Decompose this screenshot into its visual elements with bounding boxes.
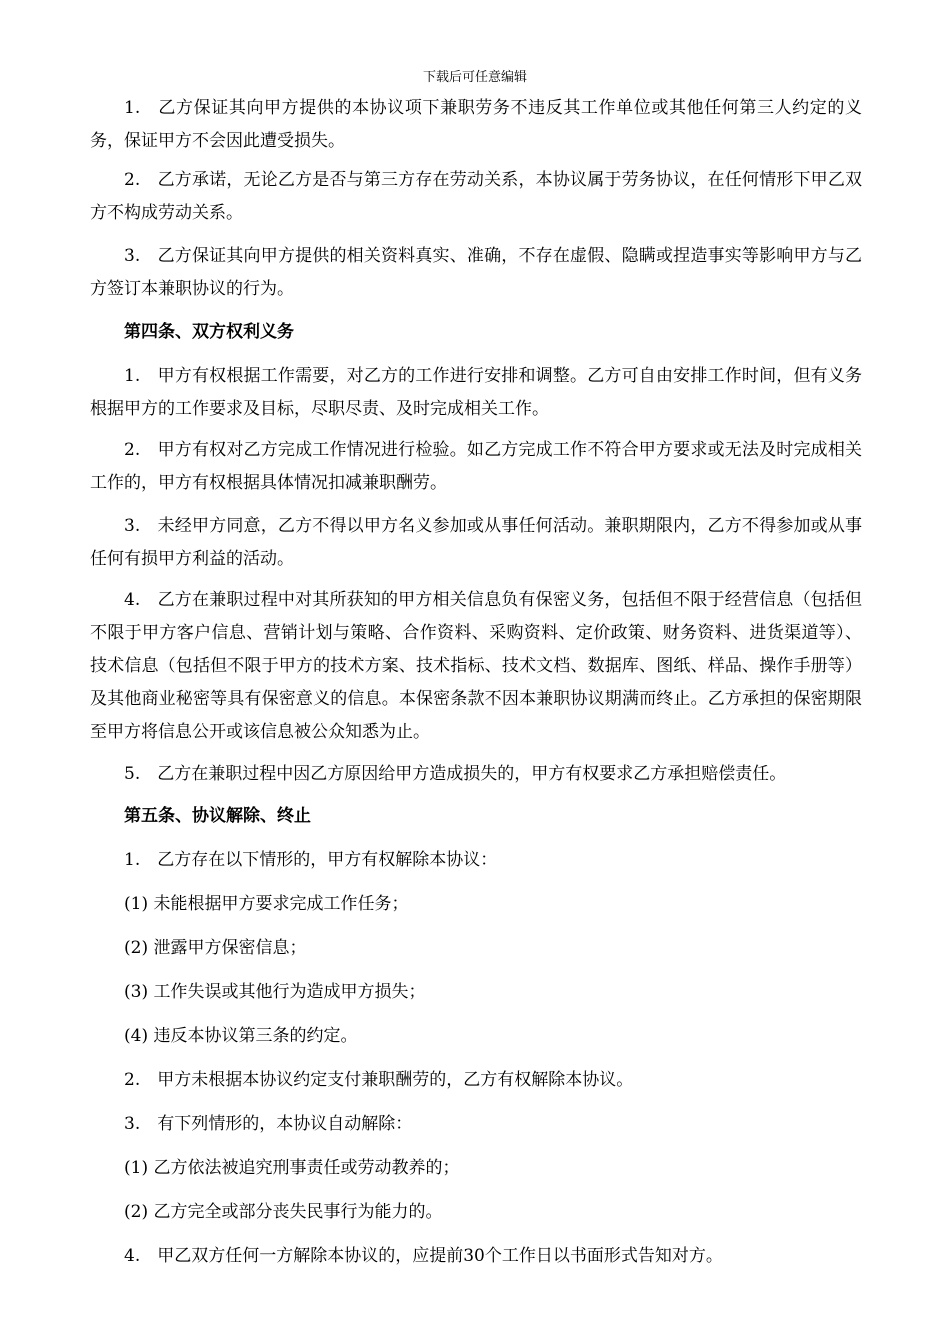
clause-5-item-3-sub-1: (1) 乙方依法被追究刑事责任或劳动教养的； bbox=[124, 1158, 460, 1178]
clause-3-item-1: 1. 乙方保证其向甲方提供的本协议项下兼职劳务不违反其工作单位或其他任何第三人约定的义务，保证甲方不会因此遭受损失。 bbox=[90, 98, 862, 151]
clause-4-item-4: 4. 乙方在兼职过程中对其所获知的甲方相关信息负有保密义务，包括但不限于经营信息（包括但不限于甲方客户信息、营销计划与策略、合作资料、采购资料、定价政策、财务资料、进货渠道等）、技术信息（包括但不限于甲方的技术方案、技术指标、技术文档、数据库、图纸、样品、操作手册等）及其他商业秘密等具有保密意义的信息。本保密条款不因本兼职协议期满而终止。乙方承担的保密期限至甲方将信息公开或该信息被公众知悉为止。 bbox=[90, 590, 862, 742]
clause-5-item-3: 3. 有下列情形的，本协议自动解除： bbox=[124, 1114, 413, 1134]
clause-3-item-3: 3. 乙方保证其向甲方提供的相关资料真实、准确，不存在虚假、隐瞒或捏造事实等影响甲方与乙方签订本兼职协议的行为。 bbox=[90, 246, 862, 299]
clause-5-subitem-3: (3) 工作失误或其他行为造成甲方损失； bbox=[124, 982, 426, 1002]
clause-5-item-4: 4. 甲乙双方任何一方解除本协议的，应提前30个工作日以书面形式告知对方。 bbox=[124, 1246, 723, 1266]
clause-4-item-2: 2. 甲方有权对乙方完成工作情况进行检验。如乙方完成工作不符合甲方要求或无法及时完成相关工作的，甲方有权根据具体情况扣减兼职酬劳。 bbox=[90, 440, 862, 493]
clause-5-subitem-2: (2) 泄露甲方保密信息； bbox=[124, 938, 307, 958]
clause-4-item-3: 3. 未经甲方同意，乙方不得以甲方名义参加或从事任何活动。兼职期限内，乙方不得参加或从事任何有损甲方利益的活动。 bbox=[90, 516, 862, 569]
clause-5-subitem-4: (4) 违反本协议第三条的约定。 bbox=[124, 1026, 358, 1046]
clause-5-item-3-sub-2: (2) 乙方完全或部分丧失民事行为能力的。 bbox=[124, 1202, 443, 1222]
clause-5-item-1: 1. 乙方存在以下情形的，甲方有权解除本协议： bbox=[124, 850, 498, 870]
section-heading-4: 第四条、双方权利义务 bbox=[124, 322, 294, 342]
page-header: 下载后可任意编辑 bbox=[422, 70, 527, 85]
clause-4-item-1: 1. 甲方有权根据工作需要，对乙方的工作进行安排和调整。乙方可自由安排工作时间，但有义务根据甲方的工作要求及目标，尽职尽责、及时完成相关工作。 bbox=[90, 366, 862, 419]
clause-3-item-2: 2. 乙方承诺，无论乙方是否与第三方存在劳动关系，本协议属于劳务协议，在任何情形下甲乙双方不构成劳动关系。 bbox=[90, 170, 862, 223]
section-heading-5: 第五条、协议解除、终止 bbox=[124, 806, 311, 826]
clause-5-subitem-1: (1) 未能根据甲方要求完成工作任务； bbox=[124, 894, 409, 914]
clause-4-item-5: 5. 乙方在兼职过程中因乙方原因给甲方造成损失的，甲方有权要求乙方承担赔偿责任。 bbox=[124, 764, 787, 784]
clause-5-item-2: 2. 甲方未根据本协议约定支付兼职酬劳的，乙方有权解除本协议。 bbox=[124, 1070, 634, 1090]
